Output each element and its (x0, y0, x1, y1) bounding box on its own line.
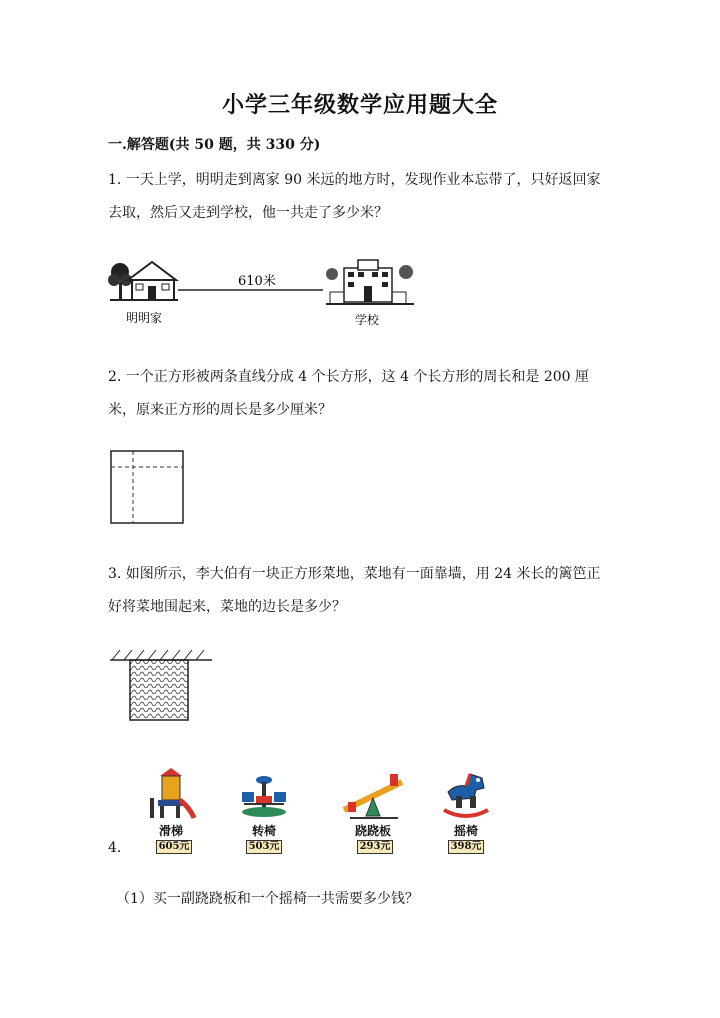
item-name-2: 转椅 (251, 824, 276, 838)
section-heading: 一.解答题(共 50 题，共 330 分) (108, 137, 321, 153)
item-name-4: 摇椅 (453, 824, 478, 838)
school-label: 学校 (355, 313, 380, 327)
garden-against-wall-figure (108, 646, 216, 722)
school-icon (326, 260, 414, 304)
question-2 (108, 361, 618, 427)
question-3-line-2: 好将菜地围起来，菜地的边长是多少？ (108, 599, 346, 615)
divided-square-figure (110, 450, 186, 524)
item-price-4: 398元 (448, 840, 484, 854)
distance-label: 610米 (238, 274, 276, 289)
rocking-horse-icon (440, 770, 492, 820)
item-name-1: 滑梯 (158, 824, 183, 838)
subquestion-1: （1）买一副跷跷板和一个摇椅一共需要多少钱？ (116, 891, 419, 907)
question-1 (108, 164, 618, 230)
question-4-number: 4. (108, 840, 122, 856)
tree-icon (108, 263, 132, 300)
item-price-1: 605元 (156, 840, 192, 854)
question-3-line-1: 3. 如图所示，李大伯有一块正方形菜地，菜地有一面靠墙，用 24 米长的篱笆正 (108, 566, 601, 582)
distance-figure (108, 252, 428, 332)
seesaw-icon (340, 772, 406, 820)
home-label: 明明家 (126, 311, 163, 325)
question-1-line-2: 去取，然后又走到学校，他一共走了多少米？ (108, 205, 388, 221)
question-2-line-2: 米，原来正方形的周长是多少厘米？ (108, 402, 332, 418)
item-name-3: 跷跷板 (354, 824, 391, 838)
merry-go-round-icon (238, 774, 290, 820)
page-title: 小学三年级数学应用题大全 (221, 92, 498, 118)
question-2-line-1: 2. 一个正方形被两条直线分成 4 个长方形，这 4 个长方形的周长和是 200 厘 (108, 369, 590, 385)
item-price-3: 293元 (357, 840, 393, 854)
question-3 (108, 558, 618, 624)
vegetable-plot (130, 660, 188, 720)
slide-icon (146, 768, 196, 820)
item-price-2: 503元 (246, 840, 282, 854)
question-1-line-1: 1. 一天上学，明明走到离家 90 米远的地方时，发现作业本忘带了，只好返回家 (108, 172, 601, 188)
